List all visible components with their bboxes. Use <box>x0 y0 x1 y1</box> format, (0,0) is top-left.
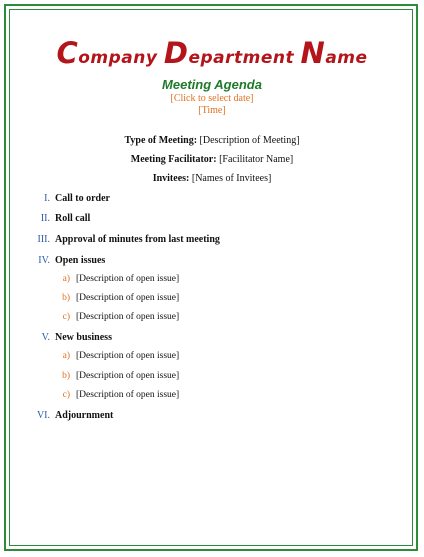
invitees[interactable] <box>0 173 424 184</box>
invitees-label: Invitees: <box>152 173 190 184</box>
meeting-type-label: Type of Meeting: <box>124 135 198 146</box>
sub-item-letter: a) <box>62 274 70 284</box>
company-name-part: ompany <box>78 48 164 68</box>
company-name-part: epartment <box>188 48 301 68</box>
sub-item-letter: c) <box>62 390 70 400</box>
agenda-item[interactable] <box>0 255 105 266</box>
sub-item[interactable] <box>0 390 179 400</box>
agenda-item[interactable] <box>0 234 220 245</box>
agenda-title: Meeting Agenda <box>162 77 262 92</box>
agenda-item[interactable] <box>0 410 113 421</box>
time-placeholder[interactable]: [Time] <box>198 105 226 116</box>
agenda-item-number: IV. <box>38 255 50 266</box>
sub-item-text: [Description of open issue] <box>76 390 180 400</box>
agenda-item-number: V. <box>41 332 50 343</box>
sub-item[interactable] <box>0 312 179 322</box>
company-name-part: C <box>56 36 79 70</box>
sub-item-letter: a) <box>62 351 70 361</box>
agenda-item-number: III. <box>37 234 50 245</box>
meeting-type-value: [Description of Meeting] <box>197 135 300 146</box>
sub-item-text: [Description of open issue] <box>76 312 180 322</box>
sub-item-letter: b) <box>62 293 70 303</box>
sub-item[interactable] <box>0 351 179 361</box>
facilitator-label: Meeting Facilitator: <box>130 154 217 165</box>
agenda-item-number: II. <box>40 213 50 224</box>
agenda-item-text: Adjournment <box>55 410 114 421</box>
sub-item-text: [Description of open issue] <box>76 274 180 284</box>
agenda-item-text: Approval of minutes from last meeting <box>55 234 220 245</box>
company-name-part: D <box>163 36 189 70</box>
sub-item-letter: b) <box>62 371 70 381</box>
meeting-type[interactable] <box>0 135 424 146</box>
agenda-item-number: VI. <box>36 410 50 421</box>
agenda-item-text: Roll call <box>55 213 91 224</box>
agenda-item-text: New business <box>55 332 112 343</box>
sub-item-text: [Description of open issue] <box>76 371 180 381</box>
sub-item[interactable] <box>0 274 179 284</box>
sub-item[interactable] <box>0 293 179 303</box>
date-placeholder[interactable]: [Click to select date] <box>170 93 254 104</box>
meeting-facilitator[interactable] <box>0 154 424 165</box>
company-name-part: N <box>300 36 326 70</box>
agenda-item[interactable] <box>0 193 110 204</box>
company-name[interactable] <box>0 36 424 70</box>
sub-item-text: [Description of open issue] <box>76 293 180 303</box>
sub-item[interactable] <box>0 371 179 381</box>
agenda-item-text: Call to order <box>55 193 110 204</box>
facilitator-value: [Facilitator Name] <box>216 154 294 165</box>
agenda-item[interactable] <box>0 332 112 343</box>
sub-item-text: [Description of open issue] <box>76 351 180 361</box>
agenda-item-number: I. <box>44 193 50 204</box>
invitees-value: [Names of Invitees] <box>189 173 272 184</box>
company-name-part: ame <box>325 48 368 68</box>
sub-item-letter: c) <box>62 312 70 322</box>
agenda-item[interactable] <box>0 213 90 224</box>
agenda-item-text: Open issues <box>55 255 106 266</box>
